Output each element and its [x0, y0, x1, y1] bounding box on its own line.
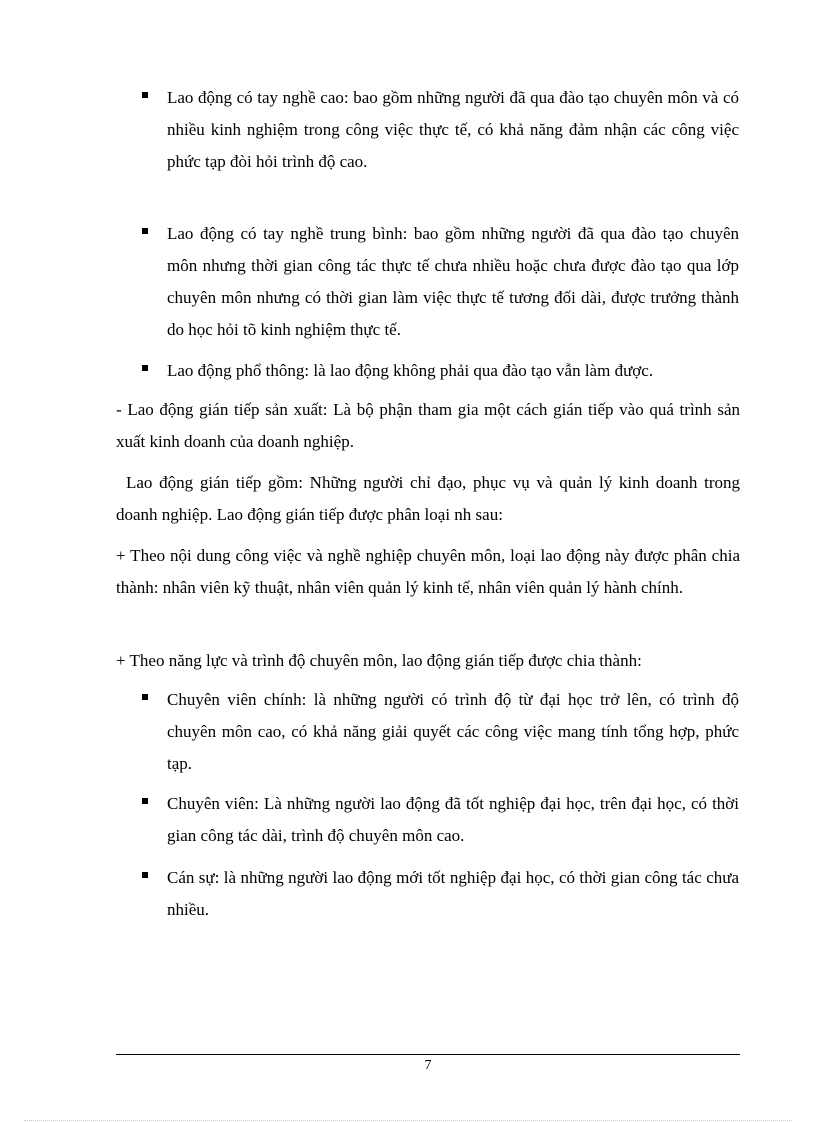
- square-bullet-icon: [142, 365, 148, 371]
- paragraph-by-competence: + Theo năng lực và trình độ chuyên môn, lao động gián tiếp được chia thành:: [116, 651, 642, 670]
- page-bottom-border: [24, 1120, 792, 1121]
- paragraph-by-job-content: + Theo nội dung công việc và nghề nghiệp chuyên môn, loại lao động này được phân chia thành: nhân viên kỹ thuật, nhân viên quản lý kinh tế, nhân viên quản lý hành chính.: [116, 546, 740, 597]
- footer-rule: [116, 1054, 740, 1055]
- square-bullet-icon: [142, 798, 148, 804]
- square-bullet-icon: [142, 872, 148, 878]
- square-bullet-icon: [142, 694, 148, 700]
- bullet-specialist: Chuyên viên: Là những người lao động đã tốt nghiệp đại học, trên đại học, có thời gian công tác dài, trình độ chuyên môn cao.: [167, 794, 739, 845]
- square-bullet-icon: [142, 92, 148, 98]
- paragraph-indirect-labor: - Lao động gián tiếp sản xuất: Là bộ phận tham gia một cách gián tiếp vào quá trình sản xuất kinh doanh của doanh nghiệp.: [116, 400, 740, 451]
- square-bullet-icon: [142, 228, 148, 234]
- bullet-skilled-labor: Lao động có tay nghề cao: bao gồm những người đã qua đào tạo chuyên môn và có nhiều kinh nghiệm trong công việc thực tế, có khả năng đảm nhận các công việc phức tạp đòi hỏi trình độ cao.: [167, 88, 739, 171]
- bullet-medium-skilled-labor: Lao động có tay nghề trung bình: bao gồm những người đã qua đào tạo chuyên môn nhưng thời gian công tác thực tế chưa nhiều hoặc chưa được đào tạo qua lớp chuyên môn nhưng có thời gian làm việc thực tế tương đối dài, được trưởng thành do học hỏi tõ kinh nghiệm thực tế.: [167, 224, 739, 339]
- bullet-officer: Cán sự: là những người lao động mới tốt nghiệp đại học, có thời gian công tác chưa nhiều.: [167, 868, 739, 919]
- paragraph-indirect-labor-composition: Lao động gián tiếp gồm: Những người chỉ đạo, phục vụ và quản lý kinh doanh trong doanh nghiệp. Lao động gián tiếp được phân loại nh sau:: [116, 473, 740, 524]
- bullet-general-labor: Lao động phổ thông: là lao động không phải qua đào tạo vẫn làm được.: [167, 361, 654, 380]
- page-number: 7: [424, 1058, 432, 1073]
- bullet-senior-specialist: Chuyên viên chính: là những người có trình độ từ đại học trở lên, có trình độ chuyên môn cao, có khả năng giải quyết các công việc mang tính tổng hợp, phức tạp.: [167, 690, 739, 773]
